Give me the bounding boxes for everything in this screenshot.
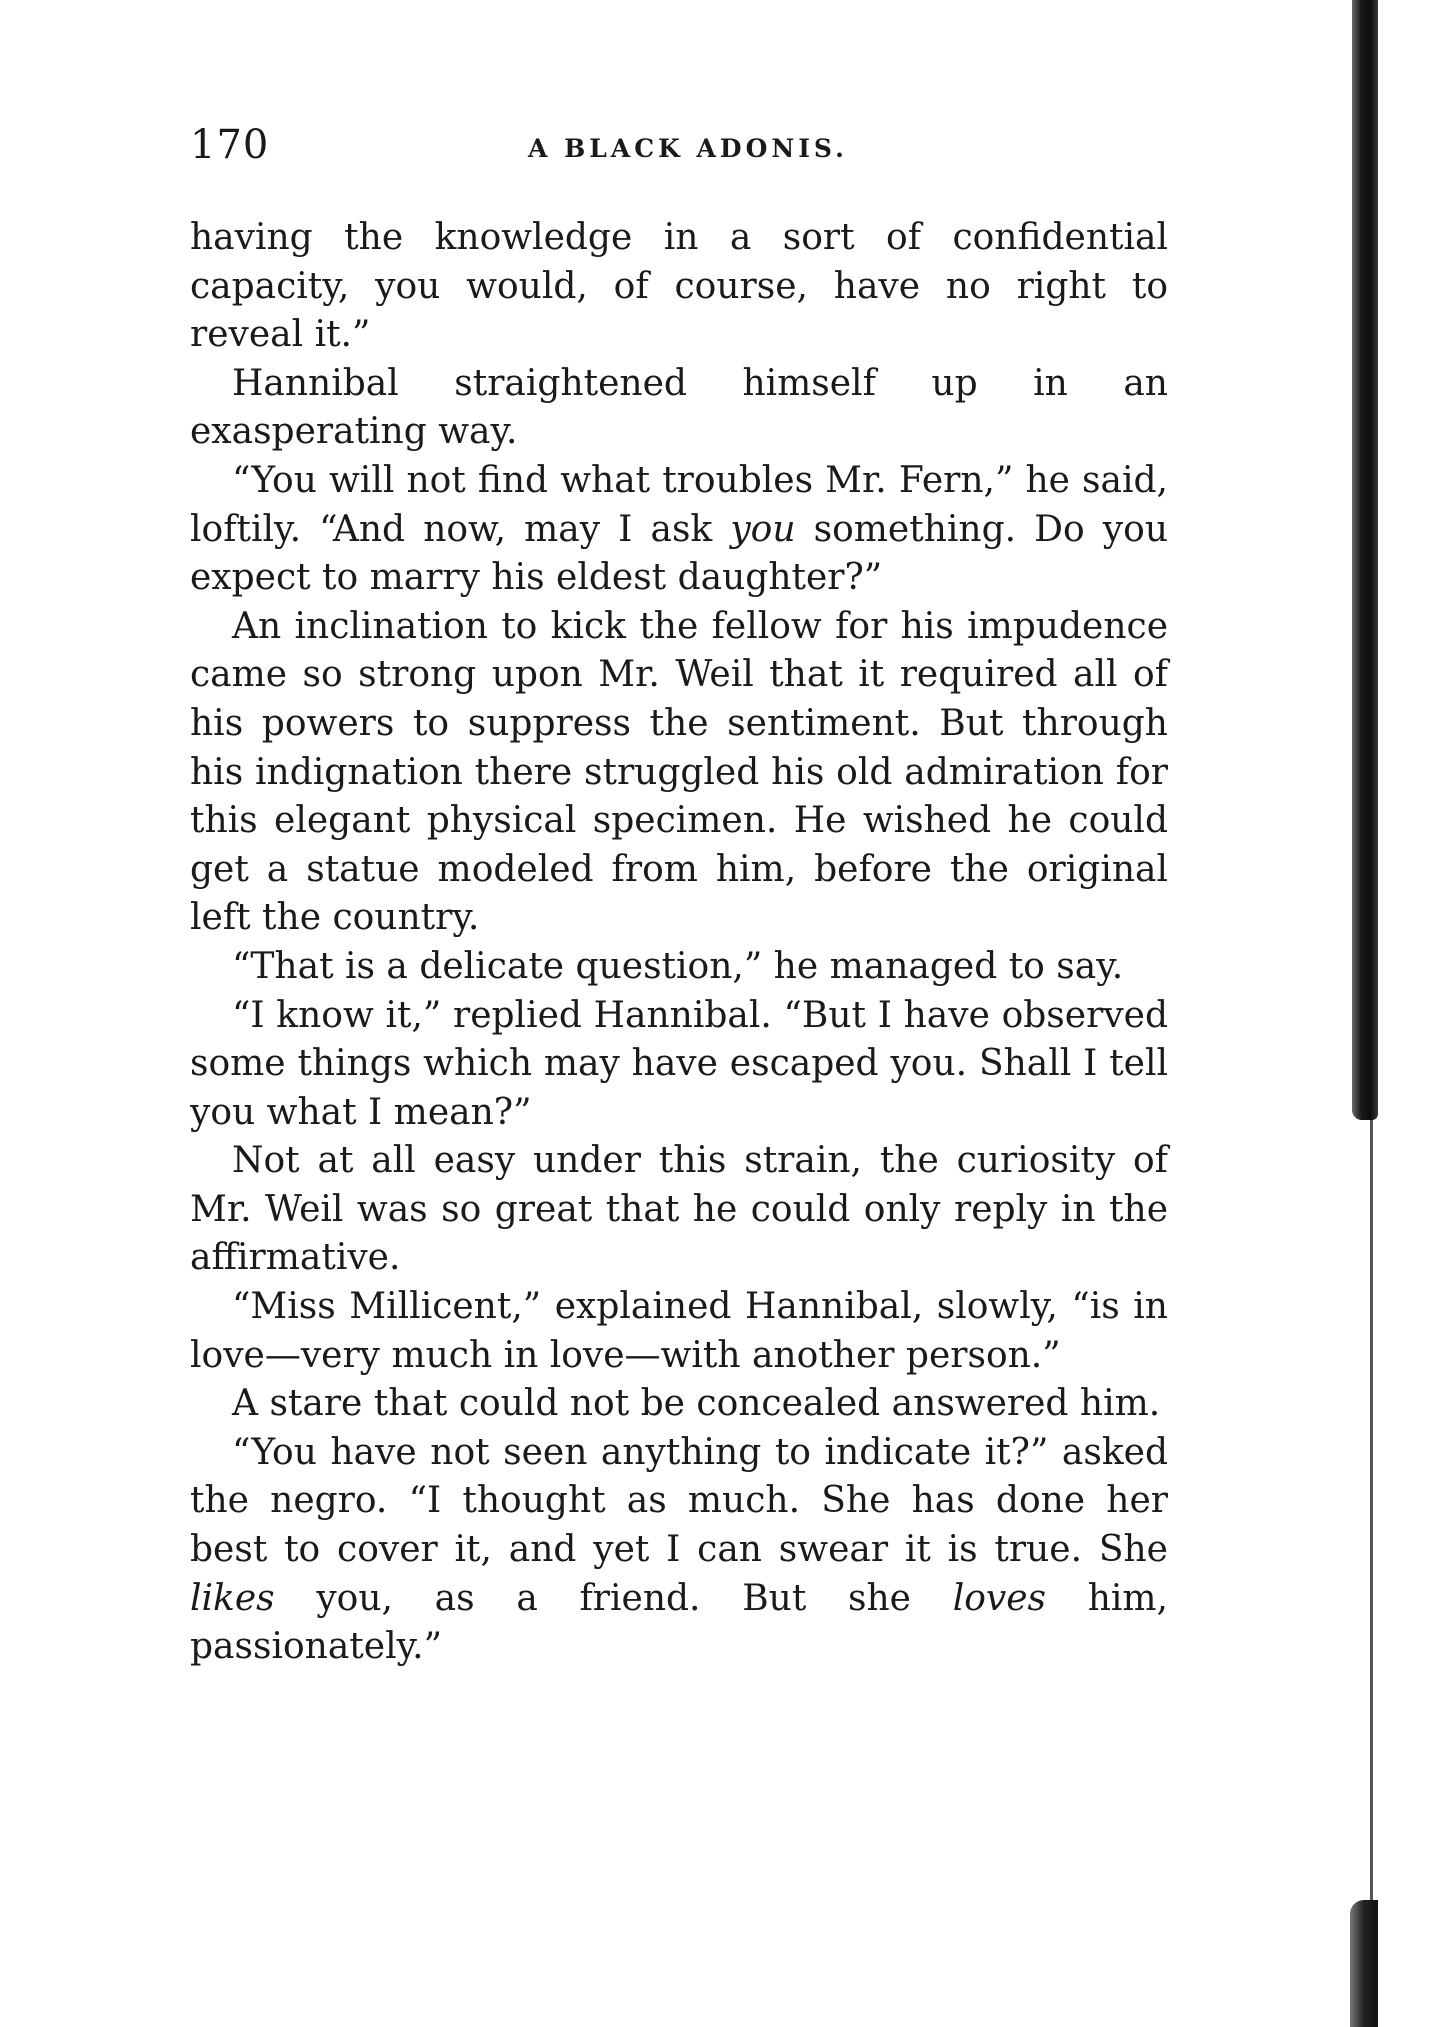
paragraph-text: “You will not find what troubles Mr. Fern,” he said, loftily. “And now, may I ask [190,459,1168,550]
paragraph [190,457,1168,603]
running-head: A BLACK ADONIS. [528,134,848,163]
paragraph-text: you, as a friend. But she [274,1577,953,1619]
paragraph-text: him, passionately.” [190,1577,1168,1668]
paragraph-text: something. Do you expect to marry his eldest daughter?” [190,508,1168,599]
emphasis-loves: loves [952,1577,1046,1619]
paragraph: Not at all easy under this strain, the curiosity of Mr. Weil was so great that he could only reply in the affirmative. [190,1140,1168,1279]
binding-edge-line [1370,1120,1373,1900]
paragraph-text: “You have not seen anything to indicate it?” asked the negro. “I thought as much. She has done her best to cover it, and yet I can swear it is true. She [190,1431,1168,1571]
paragraph: “I know it,” replied Hannibal. “But I have observed some things which may have escaped you. Shall I tell you what I mean?” [190,994,1168,1133]
paragraph [190,1429,1168,1672]
paragraph: “Miss Millicent,” explained Hannibal, slowly, “is in love—very much in love—with another person.” [190,1286,1168,1376]
emphasis-likes: likes [190,1577,275,1619]
page-header [190,122,1168,172]
paragraph: “That is a delicate question,” he managed to say. [232,945,1124,987]
emphasis-you: you [730,508,796,550]
paragraph: An inclination to kick the fellow for his impudence came so strong upon Mr. Weil that it required all of his powers to suppress the sentiment. But through his indignation there struggled his old admiration for this elegant physical specimen. He wished he could get a statue modeled from him, before the original left the country. [190,605,1168,939]
paragraph: having the knowledge in a sort of confidential capacity, you would, of course, have no right to reveal it.” [190,217,1168,356]
binding-shadow [1352,0,1378,1120]
binding-shadow-bottom [1350,1900,1378,2027]
paragraph: A stare that could not be concealed answered him. [232,1383,1161,1425]
body-text [190,214,1168,1672]
page-number: 170 [190,122,270,168]
paragraph: Hannibal straightened himself up in an exasperating way. [190,362,1168,453]
